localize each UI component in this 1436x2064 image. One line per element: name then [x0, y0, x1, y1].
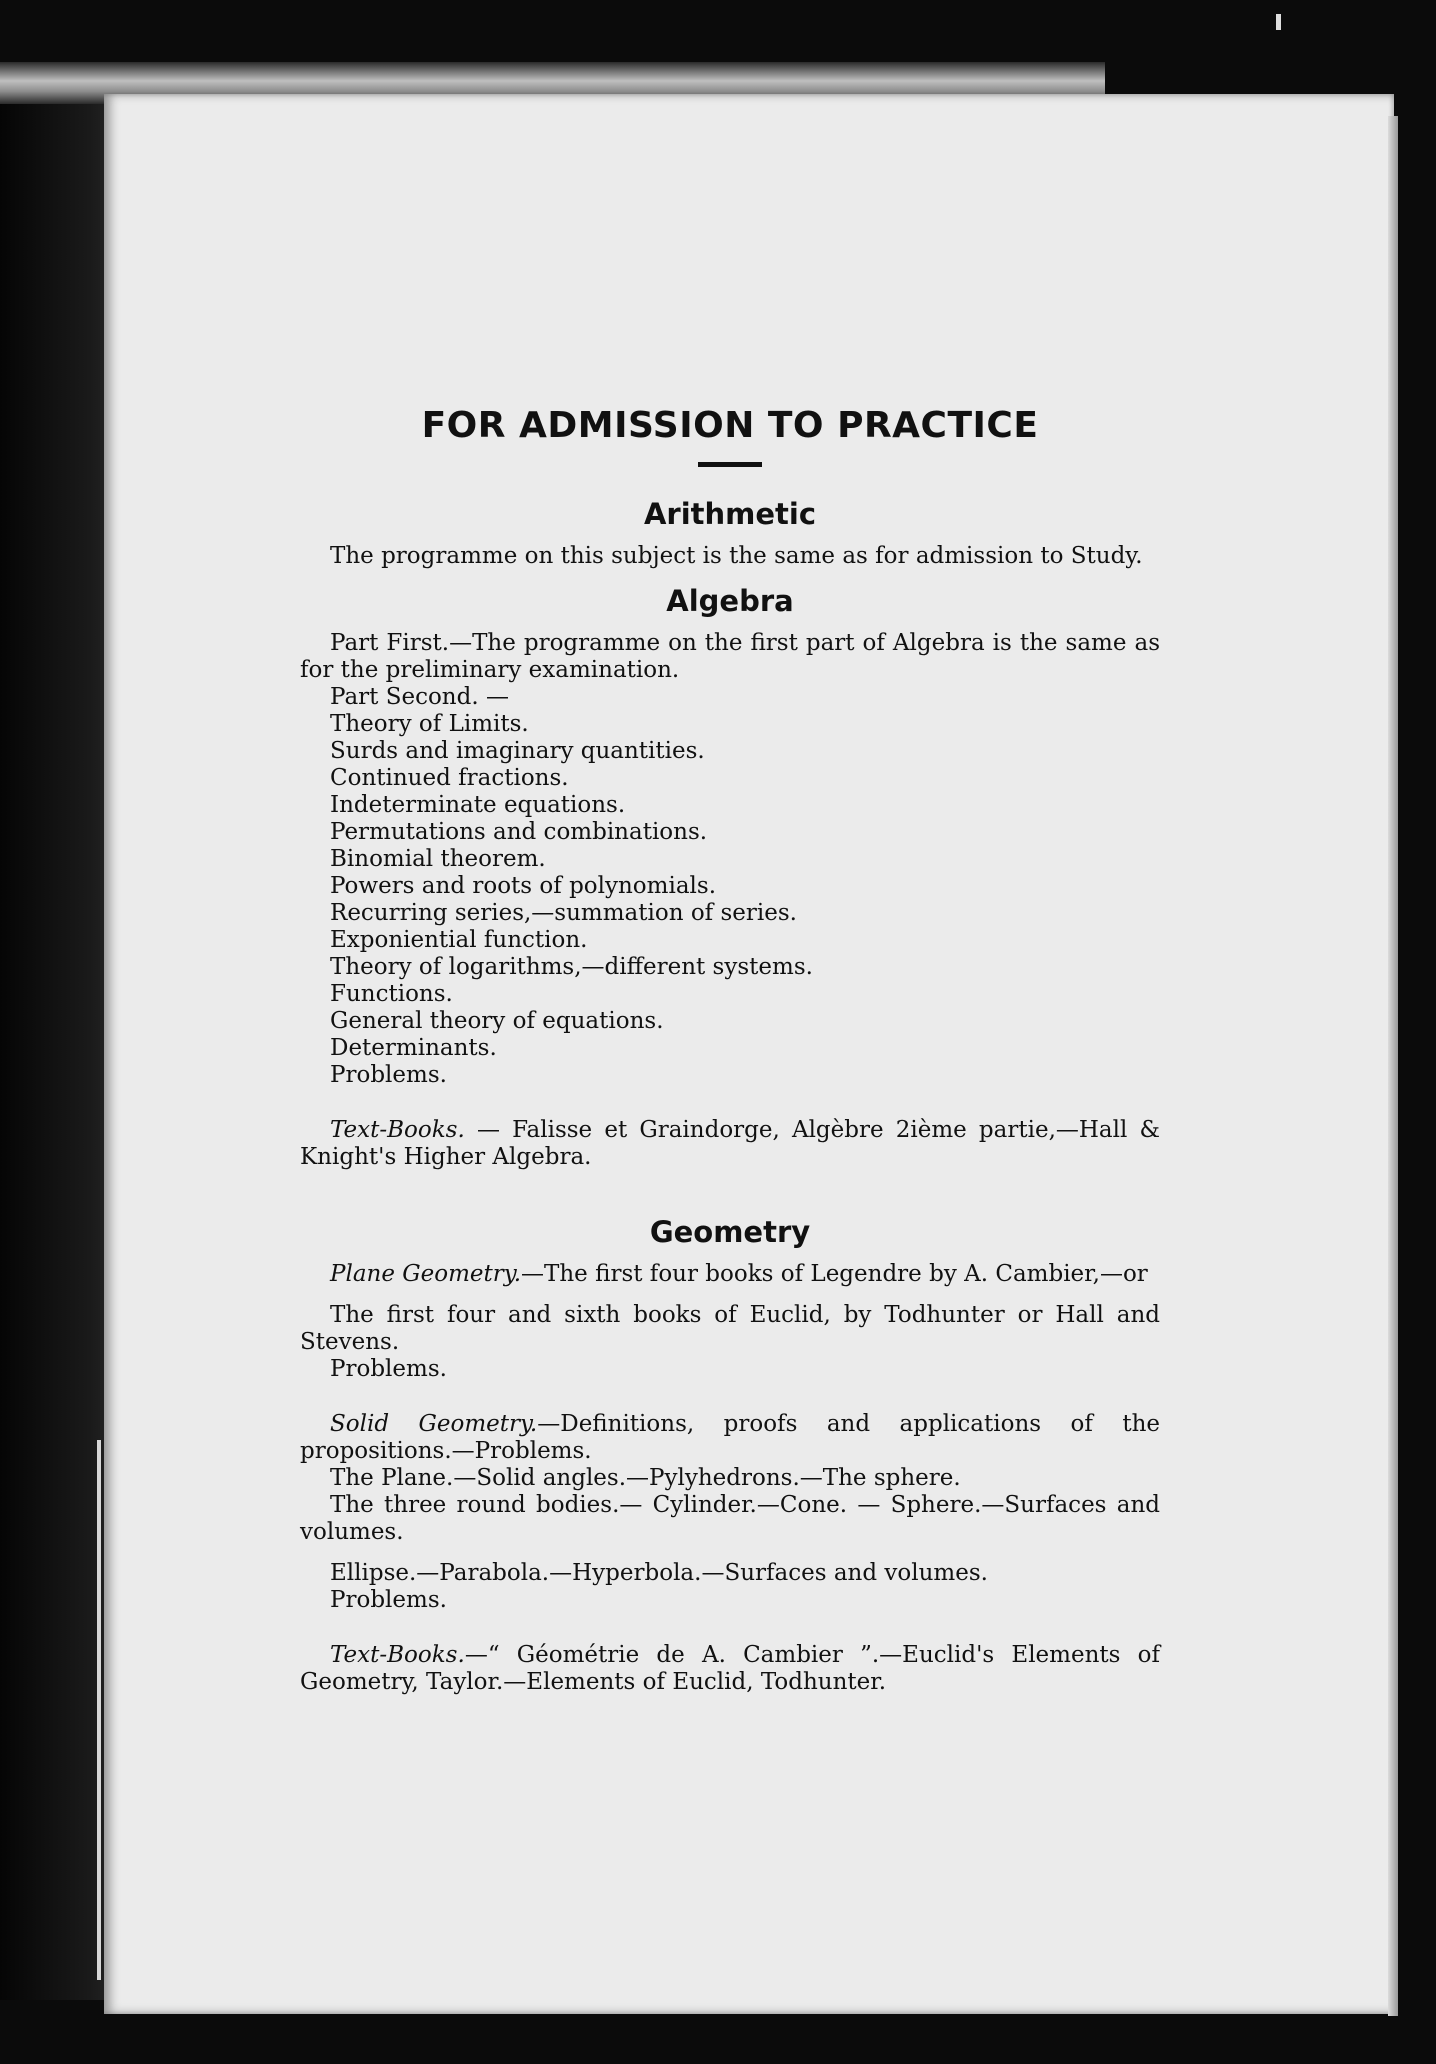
- list-item: Recurring series,—summation of series.: [330, 900, 797, 926]
- scan-mark: [1276, 14, 1281, 30]
- algebra-textbooks: [300, 1117, 1160, 1171]
- list-item: Powers and roots of polynomials.: [330, 873, 717, 899]
- solid-problems: Problems.: [330, 1587, 447, 1613]
- arithmetic-text: The programme on this subject is the same as for admission to Study.: [330, 543, 1143, 569]
- plane-geometry-label: Plane Geometry.: [330, 1261, 522, 1287]
- list-item: Determinants.: [330, 1035, 497, 1061]
- algebra-heading: Algebra: [666, 584, 794, 618]
- round-bodies: The three round bodies.— Cylinder.—Cone. — Sphere.—Surfaces and volumes.: [300, 1492, 1160, 1545]
- title-rule: [698, 462, 762, 467]
- page-title: FOR ADMISSION TO PRACTICE: [421, 405, 1039, 446]
- algebra-part-second: Part Second. —: [330, 684, 509, 710]
- geometry-textbooks: [300, 1642, 1160, 1696]
- list-item: General theory of equations.: [330, 1008, 664, 1034]
- page-content: [300, 405, 1160, 1696]
- algebra-topic-list: [300, 711, 1160, 1089]
- list-item: Theory of logarithms,—different systems.: [330, 954, 813, 980]
- list-item: Permutations and combinations.: [330, 819, 708, 845]
- conic-sections: Ellipse.—Parabola.—Hyperbola.—Surfaces and volumes.: [330, 1560, 988, 1586]
- list-item: Indeterminate equations.: [330, 792, 626, 818]
- algebra-part-first: Part First.—The programme on the first part of Algebra is the same as for the preliminary examination.: [300, 630, 1160, 683]
- solid-geometry-label: Solid Geometry.: [330, 1411, 538, 1437]
- textbooks-label: Text-Books.: [330, 1642, 465, 1668]
- list-item: Theory of Limits.: [330, 711, 529, 737]
- solid-geometry: [300, 1411, 1160, 1465]
- list-item: Binomial theorem.: [330, 846, 546, 872]
- arithmetic-heading: Arithmetic: [643, 497, 817, 531]
- plane-line: The Plane.—Solid angles.—Pylyhedrons.—The sphere.: [330, 1465, 961, 1491]
- list-item: Problems.: [330, 1062, 447, 1088]
- plane-geometry-text: —The first four books of Legendre by A. Cambier,—or: [521, 1261, 1148, 1287]
- solid-geometry-text: —Definitions, proofs and applications of the propositions.—Problems.: [300, 1411, 1160, 1464]
- left-margin-line: [97, 1440, 101, 1980]
- list-item: Functions.: [330, 981, 453, 1007]
- euclid-books: The first four and sixth books of Euclid, by Todhunter or Hall and Stevens.: [300, 1302, 1160, 1355]
- list-item: Exponiential function.: [330, 927, 588, 953]
- textbooks-text: — Falisse et Graindorge, Algèbre 2ième partie,—Hall & Knight's Higher Algebra.: [300, 1117, 1160, 1170]
- textbooks-label: Text-Books.: [330, 1117, 465, 1143]
- textbooks-text: —“ Géométrie de A. Cambier ”.—Euclid's Elements of Geometry, Taylor.—Elements of Euclid, Todhunter.: [300, 1642, 1160, 1695]
- list-item: Continued fractions.: [330, 765, 569, 791]
- right-page-edge: [1388, 116, 1398, 2016]
- geometry-heading: Geometry: [649, 1215, 811, 1249]
- list-item: Surds and imaginary quantities.: [330, 738, 705, 764]
- plane-geometry: [300, 1261, 1160, 1288]
- plane-problems: Problems.: [330, 1356, 447, 1382]
